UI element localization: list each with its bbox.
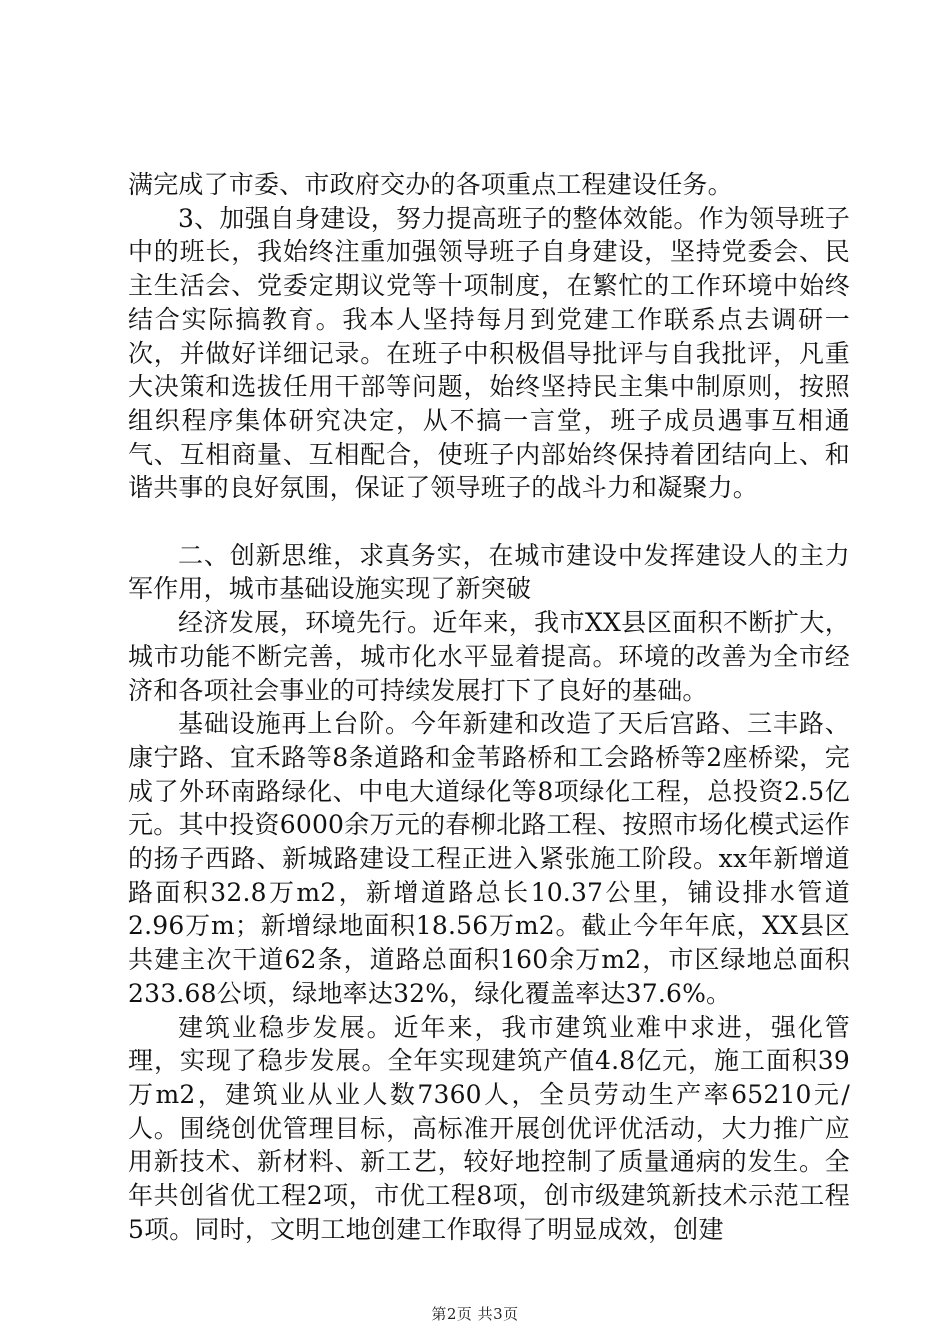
document-body <box>128 168 850 1246</box>
page-footer: 第2页 共3页 <box>431 1305 519 1323</box>
paragraph-construction-industry: 建筑业稳步发展。近年来，我市建筑业难中求进，强化管理，实现了稳步发展。全年实现建筑产值4.8亿元，施工面积39万m2，建筑业从业人数7360人，全员劳动生产率65210元/人。围绕创优管理目标，高标准开展创优评优活动，大力推广应用新技术、新材料、新工艺，较好地控制了质量通病的发生。全年共创省优工程2项，市优工程8项，创市级建筑新技术示范工程5项。同时，文明工地创建工作取得了明显成效，创建 <box>128 1012 850 1244</box>
paragraph-team-building: 3、加强自身建设，努力提高班子的整体效能。作为领导班子中的班长，我始终注重加强领导班子自身建设，坚持党委会、民主生活会、党委定期议党等十项制度，在繁忙的工作环境中始终结合实际搞教育。我本人坚持每月到党建工作联系点去调研一次，并做好详细记录。在班子中积极倡导批评与自我批评，凡重大决策和选拔任用干部等问题，始终坚持民主集中制原则，按照组织程序集体研究决定，从不搞一言堂，班子成员遇事互相通气、互相商量、互相配合，使班子内部始终保持着团结向上、和谐共事的良好氛围，保证了领导班子的战斗力和凝聚力。 <box>128 203 850 503</box>
paragraph-economy-environment: 经济发展，环境先行。近年来，我市XX县区面积不断扩大，城市功能不断完善，城市化水平显着提高。环境的改善为全市经济和各项社会事业的可持续发展打下了良好的基础。 <box>128 608 850 705</box>
paragraph-continuation: 满完成了市委、市政府交办的各项重点工程建设任务。 <box>128 170 733 199</box>
paragraph-infrastructure: 基础设施再上台阶。今年新建和改造了天后宫路、三丰路、康宁路、宜禾路等8条道路和金苇路桥和工会路桥等2座桥梁，完成了外环南路绿化、中电大道绿化等8项绿化工程，总投资2.5亿元。其中投资6000余万元的春柳北路工程、按照市场化模式运作的扬子西路、新城路建设工程正进入紧张施工阶段。xx年新增道路面积32.8万m2，新增道路总长10.37公里，铺设排水管道2.96万m；新增绿地面积18.56万m2。截止今年年底，XX县区共建主次干道62条，道路总面积160余万m2，市区绿地总面积233.68公顷，绿地率达32%，绿化覆盖率达37.6%。 <box>128 709 850 1008</box>
section-heading-two: 二、创新思维，求真务实，在城市建设中发挥建设人的主力军作用，城市基础设施实现了新突破 <box>128 540 850 604</box>
